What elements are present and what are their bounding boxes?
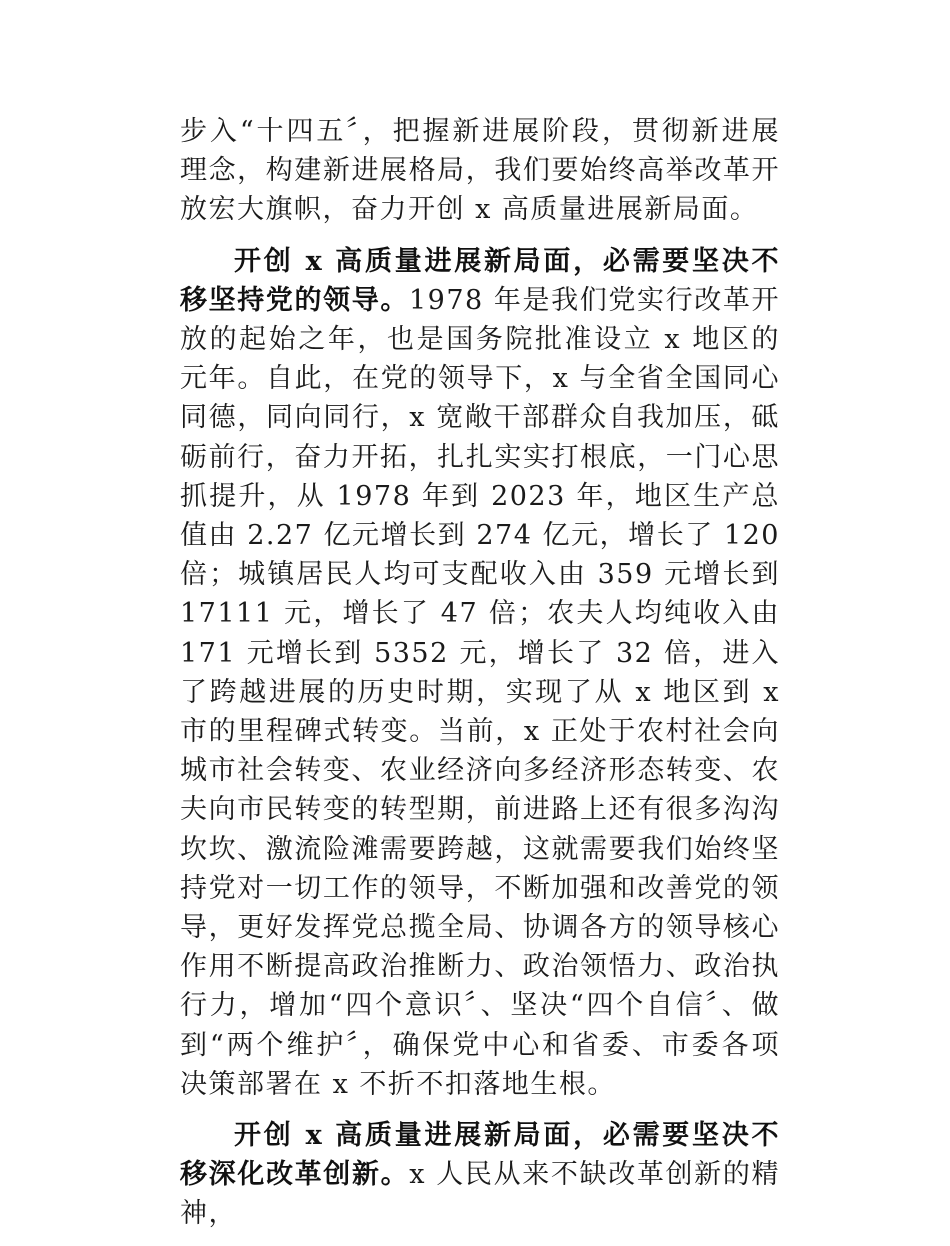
paragraph-party-leadership-text: 1978 年是我们党实行改革开放的起始之年，也是国务院批准设立 x 地区的元年。自此，在党的领导下，x 与全省全国同心同德，同向同行，x 宽敞干部群众自我加压，砥砺前行，奋力开拓，扎扎实实打根底，一门心思抓提升，从 1978 年到 2023 年，地区生产总值由 2.27 亿元增长到 274 亿元，增长了 120 倍；城镇居民人均可支配收入由 359 元增长到 17111 元，增长了 47 倍；农夫人均纯收入由 171 元增长到 5352 元，增长了 32 倍，进入了跨越进展的历史时期，实现了从 x 地区到 x 市的里程碑式转变。当前，x 正处于农村社会向城市社会转变、农业经济向多经济形态转变、农夫向市民转变的转型期，前进路上还有很多沟沟坎坎、激流险滩需要跨越，这就需要我们始终坚持党对一切工作的领导，不断加强和改善党的领导，更好发挥党总揽全局、协调各方的领导核心作用不断提高政治推断力、政治领悟力、政治执行力，增加“四个意识〞、坚决“四个自信〞、做到“两个维护〞，确保党中心和省委、市委各项决策部署在 x 不折不扣落地生根。 — [180, 284, 781, 1100]
paragraph-party-leadership-heading: 开创 x 高质量进展新局面，必需要坚决不移坚持党的领导。 — [180, 245, 780, 316]
paragraph-reform-innovation — [180, 1116, 780, 1234]
paragraph-reform-innovation-text: x 人民从来不缺改革创新的精神， — [180, 1159, 781, 1230]
document-body — [180, 112, 780, 1246]
paragraph-party-leadership — [180, 242, 780, 1104]
paragraph-intro-text: 步入“十四五〞，把握新进展阶段，贯彻新进展理念，构建新进展格局，我们要始终高举改革开放宏大旗帜，奋力开创 x 高质量进展新局面。 — [180, 116, 780, 226]
paragraph-intro — [180, 112, 780, 230]
paragraph-reform-innovation-heading: 开创 x 高质量进展新局面，必需要坚决不移深化改革创新。 — [180, 1120, 780, 1191]
